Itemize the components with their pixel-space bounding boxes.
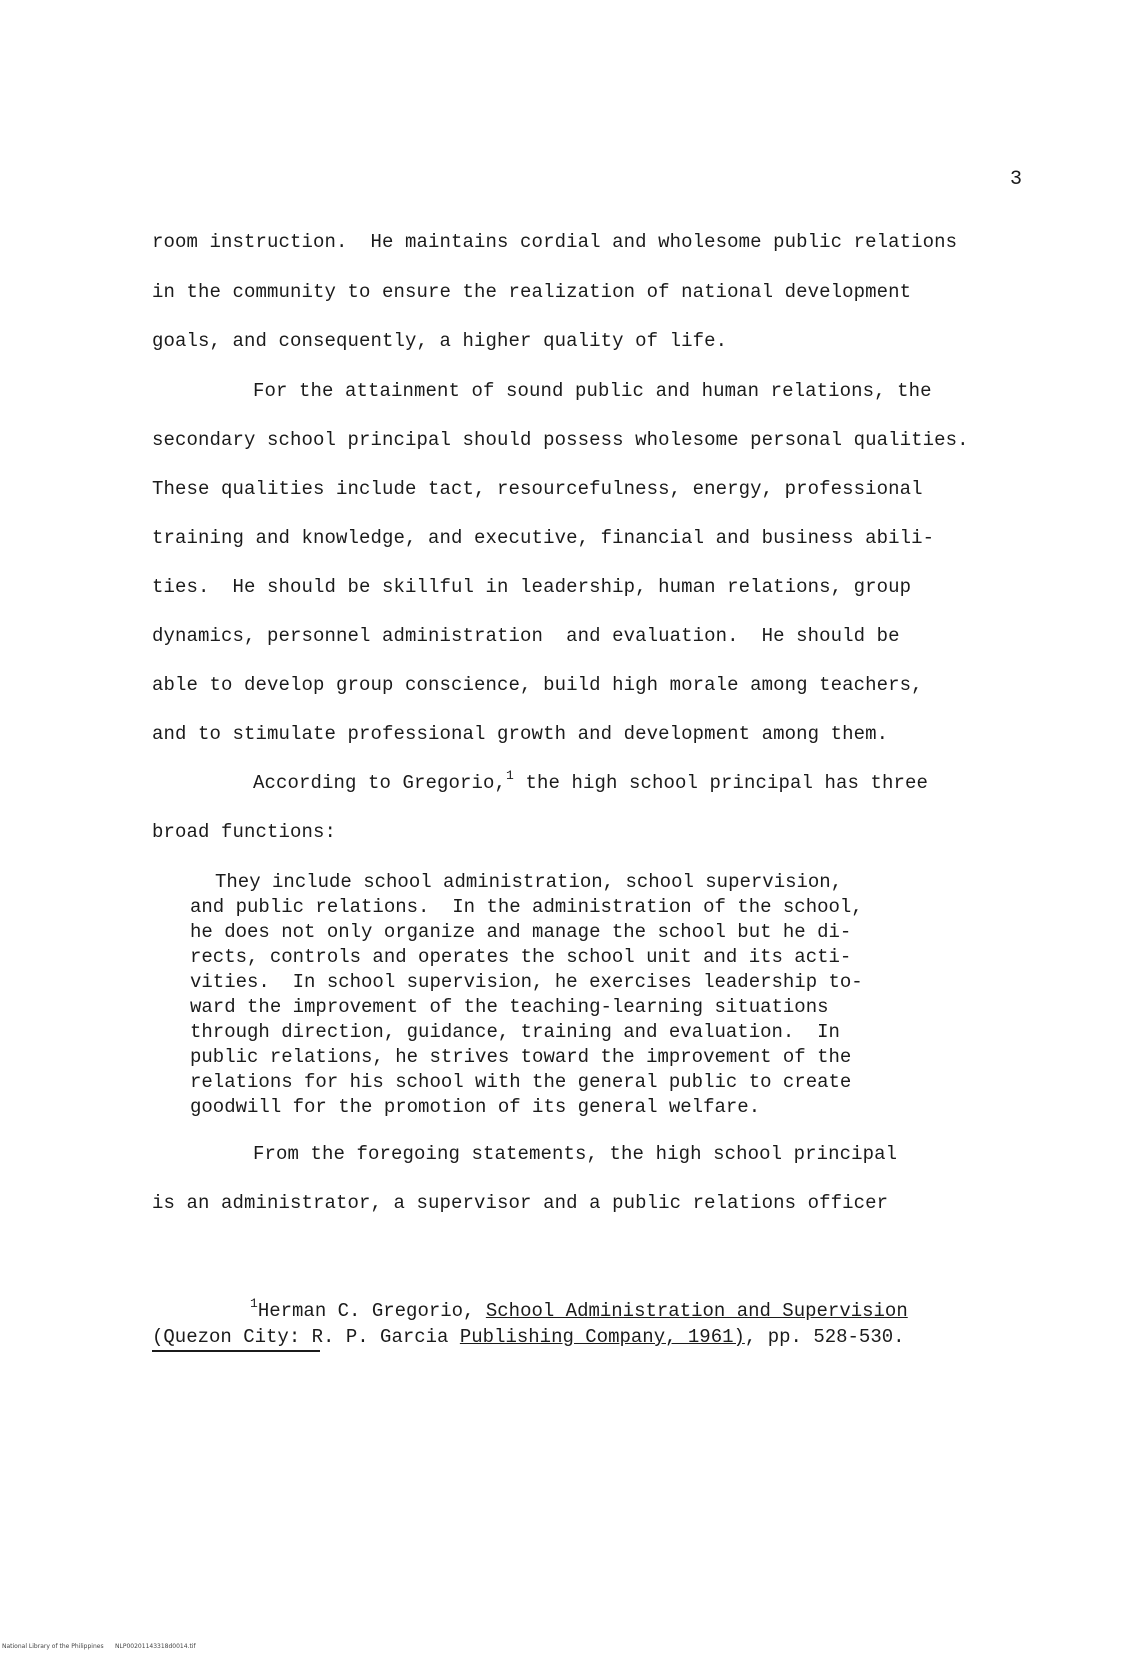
text-line: ties. He should be skillful in leadership, human relations, group (152, 576, 912, 598)
text-line: and to stimulate professional growth and development among them. (152, 723, 889, 745)
footnote-reference: 1 (506, 768, 514, 783)
text-line: training and knowledge, and executive, financial and business abili- (152, 527, 935, 549)
footnote-publisher-underlined: Publishing Company, 1961) (459, 1326, 745, 1348)
library-name: National Library of the Philippines (2, 1643, 104, 1650)
text-line: These qualities include tact, resourcefulness, energy, professional (152, 478, 923, 500)
quote-line: and public relations. In the administration of the school, (190, 896, 863, 918)
quote-line: goodwill for the promotion of its general welfare. (190, 1096, 761, 1118)
footnote-author: Herman C. Gregorio, (257, 1300, 486, 1322)
quote-line: ward the improvement of the teaching-learning situations (190, 996, 829, 1018)
text-line: secondary school principal should possess wholesome personal qualities. (152, 429, 969, 451)
text-line (253, 768, 929, 794)
quote-line: public relations, he strives toward the improvement of the (190, 1046, 852, 1068)
quote-line: They include school administration, school supervision, (215, 871, 843, 893)
footnote-line (152, 1326, 905, 1348)
footnote-divider (152, 1350, 320, 1352)
text-line: in the community to ensure the realization of national development (152, 281, 912, 303)
citation-lead: According to Gregorio, (253, 772, 507, 794)
text-line: is an administrator, a supervisor and a public relations officer (152, 1192, 889, 1214)
text-line: dynamics, personnel administration and evaluation. He should be (152, 625, 900, 647)
text-line: broad functions: (152, 821, 337, 843)
quote-line: he does not only organize and manage the school but he di- (190, 921, 852, 943)
text-line: room instruction. He maintains cordial and wholesome public relations (152, 231, 958, 253)
footnote-line (250, 1296, 908, 1322)
quote-line: vities. In school supervision, he exercises leadership to- (190, 971, 863, 993)
page-number: 3 (1010, 168, 1023, 191)
scan-footer (2, 1643, 196, 1650)
citation-rest: the high school principal has three (513, 772, 929, 794)
quote-line: rects, controls and operates the school unit and its acti- (190, 946, 852, 968)
quote-line: relations for his school with the general public to create (190, 1071, 852, 1093)
footnote-pages: , pp. 528-530. (744, 1326, 905, 1348)
quote-line: through direction, guidance, training and evaluation. In (190, 1021, 840, 1043)
text-line: For the attainment of sound public and human relations, the (253, 380, 932, 402)
text-line: able to develop group conscience, build high morale among teachers, (152, 674, 923, 696)
scan-identifier: NLP00201143318d0014.tif (115, 1643, 196, 1650)
text-line: From the foregoing statements, the high school principal (253, 1143, 898, 1165)
footnote-marker: 1 (250, 1296, 258, 1311)
footnote-publisher: (Quezon City: R. P. Garcia (152, 1326, 460, 1348)
text-line: goals, and consequently, a higher quality of life. (152, 330, 728, 352)
footnote-title: School Administration and Supervision (485, 1300, 908, 1322)
